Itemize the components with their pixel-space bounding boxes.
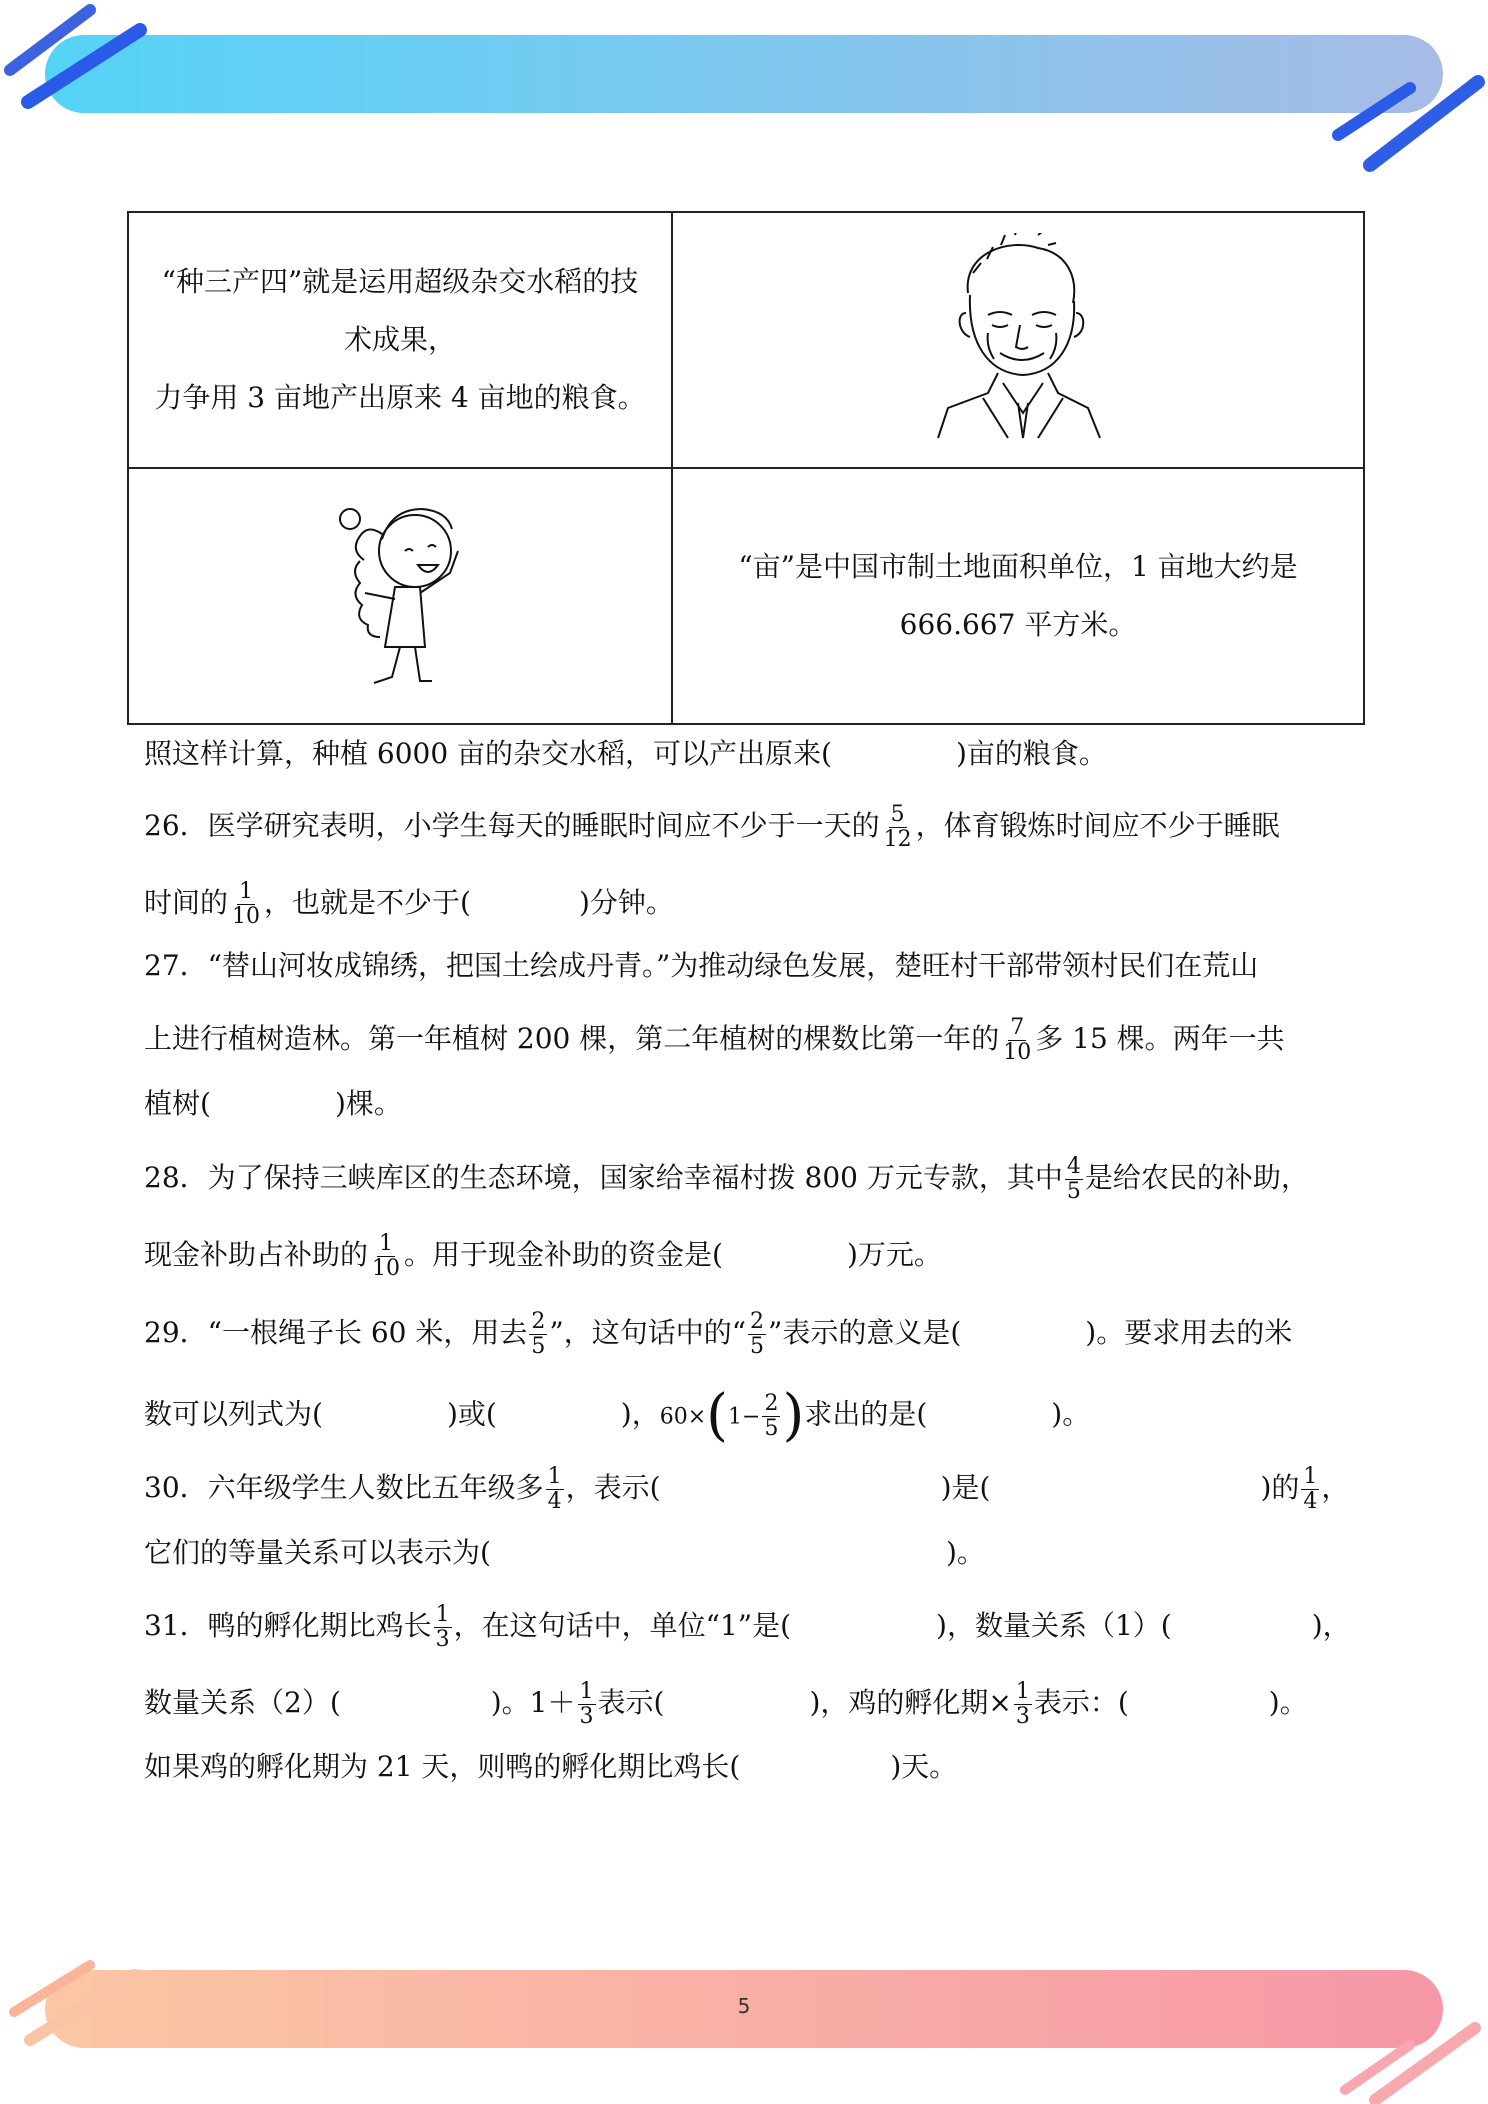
cell4-line-1: “亩”是中国市制土地面积单位，1 亩地大约是 (738, 550, 1298, 583)
q31-text-3a: 如果鸡的孵化期为 21 天，则鸭的孵化期比鸡长( (144, 1750, 741, 1783)
frac-num: 2 (531, 1309, 546, 1334)
frac-num: 5 (890, 802, 905, 827)
frac-num: 1 (579, 1679, 594, 1704)
frac-den: 5 (764, 1415, 779, 1441)
q30-text-1a: 30．六年级学生人数比五年级多 (144, 1471, 544, 1504)
cell1-line-2: 术成果， (343, 323, 456, 356)
q28-fraction-2 (370, 1232, 402, 1281)
left-paren: ( (706, 1383, 729, 1448)
right-paren: ) (782, 1383, 805, 1448)
q30-fraction-1 (546, 1465, 564, 1514)
frac-num: 1 (379, 1231, 394, 1256)
q29-text-2f: 求出的是( (804, 1397, 928, 1431)
q26-fraction-1 (882, 803, 914, 852)
frac-den: 10 (1003, 1040, 1032, 1065)
q31-line-2 (144, 1680, 1308, 1729)
q29-line-2 (144, 1383, 1091, 1448)
q31-text-3b: )天。 (890, 1750, 958, 1783)
q31-fraction-1 (434, 1603, 452, 1652)
q31-text-1b: ，在这句话中，单位“1”是( (453, 1609, 792, 1642)
q31-text-2d: )，鸡的孵化期× (809, 1686, 1012, 1719)
frac-num: 1 (435, 1602, 450, 1627)
q27-text-2a: 上进行植树造林。第一年植树 200 棵，第二年植树的棵数比第一年的 (144, 1022, 1000, 1055)
q29-fraction-1 (529, 1310, 547, 1359)
page-number: 5 (737, 1994, 751, 2018)
q27-line-2 (144, 1016, 1285, 1065)
q29-text-2e: 1− (728, 1404, 761, 1430)
frac-den: 5 (750, 1334, 765, 1359)
portrait-sketch (928, 233, 1108, 443)
frac-den: 4 (547, 1489, 562, 1514)
table-cell-text-2 (672, 468, 1364, 724)
frac-num: 4 (1066, 1154, 1081, 1179)
q29-fraction-3 (762, 1392, 780, 1441)
q30-text-2b: )。 (945, 1536, 985, 1569)
q31-text-1d: )， (1311, 1609, 1351, 1642)
q31-text-2e: 表示：( (1033, 1686, 1129, 1719)
q29-text-2g: )。 (1051, 1397, 1091, 1431)
q26-line-2 (144, 880, 674, 929)
q31-line-1 (144, 1603, 1351, 1652)
q27-line-3 (144, 1085, 402, 1123)
cell1-line-1: “种三产四”就是运用超级杂交水稻的技 (161, 265, 639, 298)
q27-text-2b: 多 15 棵。两年一共 (1035, 1022, 1285, 1055)
info-table (127, 211, 1365, 725)
table-cell-girl (128, 468, 672, 724)
girl-cartoon (320, 489, 480, 699)
cell1-line-3: 力争用 3 亩地产出原来 4 亩地的粮食。 (154, 381, 646, 414)
frac-num: 2 (764, 1390, 779, 1416)
q29-text-1b: ”，这句话中的“ (549, 1316, 747, 1349)
q28-fraction-1 (1065, 1155, 1083, 1204)
frac-den: 5 (531, 1334, 546, 1359)
q27-fraction (1001, 1016, 1033, 1065)
q31-text-2f: )。 (1268, 1686, 1308, 1719)
frac-den: 3 (579, 1704, 594, 1729)
header-banner (0, 0, 1488, 175)
q28-text-1a: 28．为了保持三峡库区的生态环境，国家给幸福村拨 800 万元专款，其中 (144, 1161, 1063, 1194)
q29-text-1c: ”表示的意义是( (768, 1316, 962, 1349)
q30-fraction-2 (1301, 1465, 1319, 1514)
q29-text-2b: )或( (446, 1397, 497, 1431)
q31-line-3 (144, 1748, 957, 1786)
frac-num: 1 (547, 1464, 562, 1489)
frac-den: 3 (1015, 1704, 1030, 1729)
q26-text-1a: 26．医学研究表明，小学生每天的睡眠时间应不少于一天的 (144, 809, 880, 842)
q26-fraction-2 (230, 880, 262, 929)
q25-line (144, 735, 1107, 773)
frac-num: 7 (1010, 1015, 1025, 1040)
frac-den: 4 (1303, 1489, 1318, 1514)
frac-den: 5 (1066, 1179, 1081, 1204)
cell4-line-2: 666.667 平方米。 (899, 608, 1137, 641)
frac-num: 1 (239, 879, 254, 904)
q26-text-2a: 时间的 (144, 886, 229, 919)
q30-text-1c: )是( (940, 1471, 991, 1504)
table-cell-portrait (672, 212, 1364, 468)
q25-text-b: )亩的粮食。 (956, 737, 1107, 770)
q29-text-1a: 29．“一根绳子长 60 米，用去 (144, 1316, 528, 1349)
frac-den: 3 (435, 1627, 450, 1652)
q26-text-2b: ，也就是不少于( (264, 886, 471, 919)
q26-text-1b: ，体育锻炼时间应不少于睡眠 (915, 809, 1280, 842)
frac-den: 12 (883, 827, 912, 852)
q28-text-2b: 。用于现金补助的资金是( (404, 1238, 723, 1271)
table-cell-text-1 (128, 212, 672, 468)
q28-text-1b: 是给农民的补助， (1084, 1161, 1309, 1194)
frac-num: 1 (1303, 1464, 1318, 1489)
q31-text-2a: 数量关系（2）( (144, 1686, 341, 1719)
q31-fraction-2 (578, 1680, 596, 1729)
q30-text-1e: ， (1321, 1471, 1350, 1504)
q30-text-1d: )的 (1260, 1471, 1300, 1504)
q31-fraction-3 (1014, 1680, 1032, 1729)
q30-text-1b: ，表示( (565, 1471, 661, 1504)
frac-num: 1 (1015, 1679, 1030, 1704)
q27-text-3a: 植树( (144, 1087, 211, 1120)
q27-line-1: 27．“替山河妆成锦绣，把国土绘成丹青。”为推动绿色发展，楚旺村干部带领村民们在荒山 (144, 949, 1259, 982)
q29-text-1d: )。要求用去的米 (1085, 1316, 1293, 1349)
q31-text-1c: )，数量关系（1）( (936, 1609, 1172, 1642)
q29-text-2a: 数可以列式为( (144, 1397, 323, 1431)
q31-text-2c: 表示( (597, 1686, 665, 1719)
q28-line-2 (144, 1232, 942, 1281)
q29-text-2c: )， (620, 1397, 660, 1431)
q29-text-2d: 60× (659, 1404, 707, 1430)
q26-text-2c: )分钟。 (578, 886, 674, 919)
q31-text-2b: )。1＋ (490, 1686, 576, 1719)
q27-text-3b: )棵。 (334, 1087, 402, 1120)
q30-line-1 (144, 1465, 1349, 1514)
q30-text-2a: 它们的等量关系可以表示为( (144, 1536, 491, 1569)
q28-text-2a: 现金补助占补助的 (144, 1238, 369, 1271)
q29-line-1 (144, 1310, 1292, 1359)
frac-den: 10 (232, 904, 261, 929)
q26-line-1 (144, 803, 1280, 852)
q31-text-1a: 31．鸭的孵化期比鸡长 (144, 1609, 432, 1642)
q30-line-2 (144, 1534, 985, 1572)
q29-fraction-2 (748, 1310, 766, 1359)
q25-text-a: 照这样计算，种植 6000 亩的杂交水稻，可以产出原来( (144, 737, 832, 770)
frac-den: 10 (372, 1256, 401, 1281)
q28-line-1 (144, 1155, 1309, 1204)
frac-num: 2 (750, 1309, 765, 1334)
q28-text-2c: )万元。 (846, 1238, 942, 1271)
